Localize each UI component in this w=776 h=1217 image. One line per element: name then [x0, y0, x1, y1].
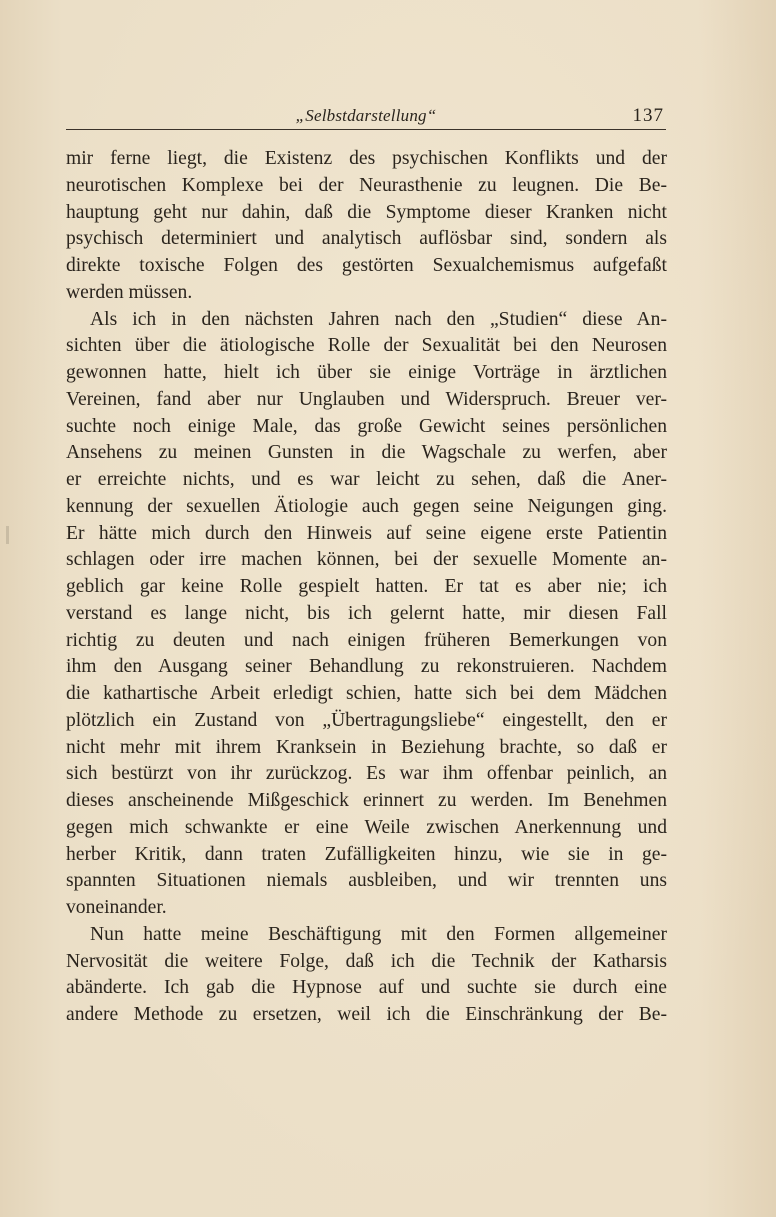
text-line: verstand es lange nicht, bis ich gelernt hatte, mir diesen Fall — [66, 602, 667, 624]
text-line: hauptung geht nur dahin, daß die Symptome dieser Kranken nicht — [66, 201, 667, 223]
text-line: richtig zu deuten und nach einigen früheren Bemerkungen von — [66, 629, 667, 651]
text-line: Als ich in den nächsten Jahren nach den „Studien“ diese An- — [90, 308, 667, 330]
body-text — [66, 146, 667, 1029]
text-line: Ansehens zu meinen Gunsten in die Wagschale zu werfen, aber — [66, 442, 667, 464]
text-line: mir ferne liegt, die Existenz des psychischen Konflikts und der — [66, 148, 667, 169]
text-line: schlagen oder irre machen können, bei der sexuelle Momente an- — [66, 549, 667, 571]
text-line: herber Kritik, dann traten Zufälligkeiten hinzu, wie sie in ge- — [66, 843, 667, 865]
text-line: neurotischen Komplexe bei der Neurasthenie zu leugnen. Die Be- — [66, 174, 667, 196]
text-line: die kathartische Arbeit erledigt schien, hatte sich bei dem Mädchen — [66, 683, 667, 704]
text-line: sich bestürzt von ihr zurückzog. Es war ihm offenbar peinlich, an — [66, 763, 667, 785]
text-line: er erreichte nichts, und es war leicht zu sehen, daß die Aner- — [66, 469, 667, 490]
text-line: plötzlich ein Zustand von „Übertragungsliebe“ eingestellt, den er — [66, 709, 667, 731]
text-line: spannten Situationen niemals ausbleiben, und wir trennten uns — [66, 870, 667, 892]
running-title: „Selbstdarstellung“ — [295, 106, 437, 125]
text-line: gegen mich schwankte er eine Weile zwischen Anerkennung und — [66, 816, 667, 838]
text-line: nicht mehr mit ihrem Kranksein in Beziehung brachte, so daß er — [66, 736, 667, 758]
text-line: geblich gar keine Rolle gespielt hatten. Er tat es aber nie; ich — [66, 576, 667, 597]
text-line: dieses anscheinende Mißgeschick erinnert zu werden. Im Benehmen — [66, 790, 667, 811]
text-line: Nervosität die weitere Folge, daß ich die Technik der Katharsis — [66, 950, 667, 972]
text-line: Er hätte mich durch den Hinweis auf seine eigene erste Patientin — [66, 522, 667, 544]
text-line: voneinander. — [66, 897, 167, 918]
text-line: abänderte. Ich gab die Hypnose auf und suchte sie durch eine — [66, 977, 667, 999]
text-line: suchte noch einige Male, das große Gewicht seines persönlichen — [66, 415, 667, 437]
text-line: gewonnen hatte, hielt ich über sie einige Vorträge in ärztlichen — [66, 362, 667, 383]
page-header — [66, 105, 666, 130]
text-line: psychisch determiniert und analytisch auflösbar sind, sondern als — [66, 228, 667, 250]
text-line: werden müssen. — [66, 281, 193, 303]
text-line: Vereinen, fand aber nur Unglauben und Widerspruch. Breuer ver- — [66, 388, 667, 410]
text-line: sichten über die ätiologische Rolle der Sexualität bei den Neurosen — [66, 335, 667, 357]
page-number: 137 — [632, 105, 664, 126]
text-line: Nun hatte meine Beschäftigung mit den Formen allgemeiner — [90, 923, 667, 945]
text-line: ihm den Ausgang seiner Behandlung zu rekonstruieren. Nachdem — [66, 656, 667, 678]
text-line: andere Methode zu ersetzen, weil ich die Einschränkung der Be- — [66, 1004, 667, 1025]
margin-mark — [6, 526, 9, 544]
text-line: kennung der sexuellen Ätiologie auch gegen seine Neigungen ging. — [66, 495, 667, 517]
text-line: direkte toxische Folgen des gestörten Sexualchemismus aufgefaßt — [66, 255, 667, 276]
